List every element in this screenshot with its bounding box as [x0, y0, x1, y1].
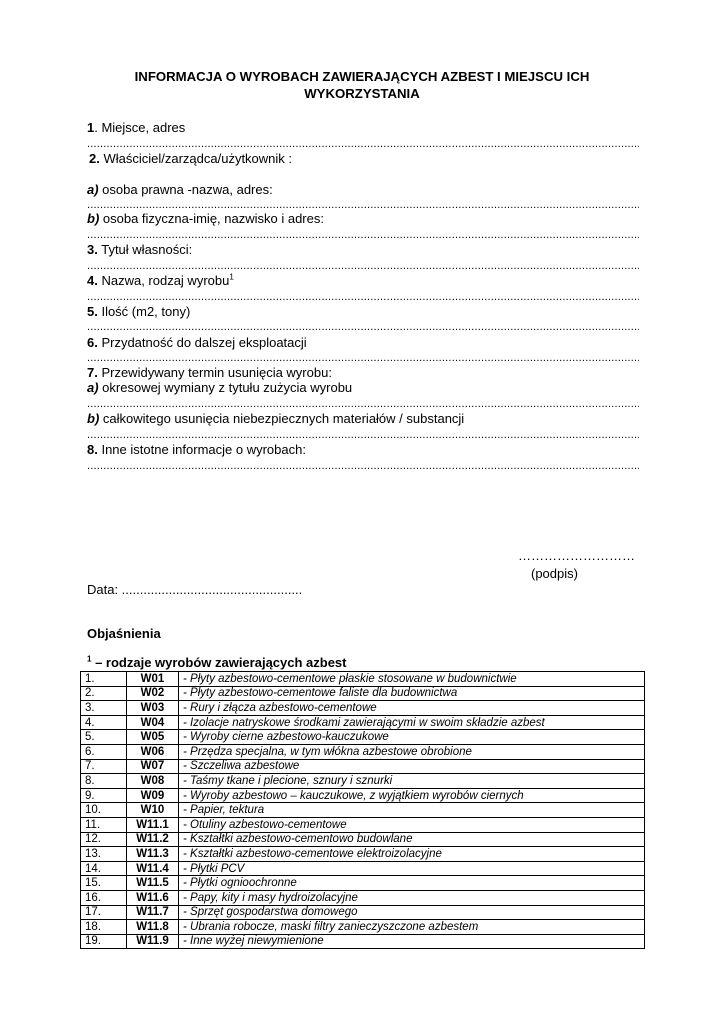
table-row	[81, 715, 645, 730]
section-7b-label	[87, 411, 639, 426]
row-number: 19.	[81, 934, 127, 949]
table-row	[81, 774, 645, 789]
table-row	[81, 861, 645, 876]
product-description: - Taśmy tkane i plecione, sznury i sznurki	[179, 774, 645, 789]
product-description: - Papy, kity i masy hydroizolacyjne	[179, 890, 645, 905]
section-6-number: 6.	[87, 335, 98, 350]
table-row	[81, 920, 645, 935]
row-number: 11.	[81, 817, 127, 832]
product-code: W11.7	[127, 905, 179, 920]
product-code: W02	[127, 686, 179, 701]
table-row	[81, 744, 645, 759]
product-code: W03	[127, 701, 179, 716]
table-row	[81, 934, 645, 949]
title-line-2: WYKORZYSTANIA	[304, 86, 420, 101]
section-8-number: 8.	[87, 442, 98, 457]
date-field[interactable]: Data: ..................................................	[87, 582, 303, 597]
table-row	[81, 759, 645, 774]
product-description: - Kształtki azbestowo-cementowe elektroizolacyjne	[179, 847, 645, 862]
section-8-label	[87, 442, 639, 457]
section-4-footnote-ref: 1	[229, 272, 234, 282]
footnote-marker: 1	[87, 654, 92, 664]
product-description: - Wyroby azbestowo – kauczukowe, z wyjątkiem wyrobów ciernych	[179, 788, 645, 803]
row-number: 18.	[81, 920, 127, 935]
explanations-heading: Objaśnienia	[87, 626, 161, 641]
table-row	[81, 832, 645, 847]
product-code: W11.9	[127, 934, 179, 949]
product-description: - Kształtki azbestowo-cementowo budowlane	[179, 832, 645, 847]
products-table-body	[81, 672, 645, 949]
table-row	[81, 847, 645, 862]
row-number: 1.	[81, 672, 127, 687]
table-row	[81, 817, 645, 832]
product-description: - Płytki PCV	[179, 861, 645, 876]
product-code: W09	[127, 788, 179, 803]
product-code: W07	[127, 759, 179, 774]
product-description: - Wyroby cierne azbestowo-kauczukowe	[179, 730, 645, 745]
table-row	[81, 788, 645, 803]
section-7b-text: całkowitego usunięcia niebezpiecznych materiałów / substancji	[99, 411, 465, 426]
product-description: - Płyty azbestowo-cementowe płaskie stosowane w budownictwie	[179, 672, 645, 687]
section-4-fill-line[interactable]	[87, 292, 639, 302]
product-description: - Otuliny azbestowo-cementowe	[179, 817, 645, 832]
section-3-fill-line[interactable]	[87, 261, 639, 271]
section-6-label	[87, 335, 639, 350]
product-description: - Inne wyżej niewymienione	[179, 934, 645, 949]
table-row	[81, 730, 645, 745]
table-row	[81, 686, 645, 701]
product-description: - Płytki ognioochronne	[179, 876, 645, 891]
product-description: - Izolacje natryskowe środkami zawierającymi w swoim składzie azbest	[179, 715, 645, 730]
section-5-label	[87, 304, 639, 319]
section-2b-fill-line[interactable]	[87, 230, 639, 240]
product-description: - Ubrania robocze, maski filtry zanieczyszczone azbestem	[179, 920, 645, 935]
product-code: W11.5	[127, 876, 179, 891]
product-code: W11.4	[127, 861, 179, 876]
section-7a-label	[87, 380, 639, 395]
section-7a-letter: a)	[87, 380, 99, 395]
product-code: W10	[127, 803, 179, 818]
product-description: - Przędza specjalna, w tym włókna azbestowe obrobione	[179, 744, 645, 759]
section-6-fill-line[interactable]	[87, 353, 639, 363]
section-7b-letter: b)	[87, 411, 100, 426]
section-2b-letter: b)	[87, 211, 100, 226]
product-code: W01	[127, 672, 179, 687]
section-5-text: Ilość (m2, tony)	[97, 304, 191, 319]
row-number: 6.	[81, 744, 127, 759]
row-number: 7.	[81, 759, 127, 774]
section-2-text: Właściciel/zarządca/użytkownik :	[99, 151, 293, 166]
section-5-fill-line[interactable]	[87, 322, 639, 332]
section-7-label	[87, 365, 639, 380]
product-kinds-heading-text: – rodzaje wyrobów zawierających azbest	[91, 655, 347, 670]
section-7b-fill-line[interactable]	[87, 430, 639, 440]
section-1-label	[87, 120, 639, 135]
row-number: 17.	[81, 905, 127, 920]
product-code: W11.1	[127, 817, 179, 832]
title-line-1: INFORMACJA O WYROBACH ZAWIERAJĄCYCH AZBEST I MIEJSCU ICH	[134, 69, 590, 84]
section-7-number: 7.	[87, 365, 98, 380]
product-description: - Papier, tektura	[179, 803, 645, 818]
product-description: - Sprzęt gospodarstwa domowego	[179, 905, 645, 920]
row-number: 2.	[81, 686, 127, 701]
section-4-label	[87, 273, 639, 288]
section-3-text: Tytuł własności:	[97, 242, 193, 257]
section-8-fill-line[interactable]	[87, 461, 639, 471]
table-row	[81, 672, 645, 687]
table-row	[81, 701, 645, 716]
section-4-number: 4.	[87, 273, 98, 288]
product-description: - Szczeliwa azbestowe	[179, 759, 645, 774]
row-number: 8.	[81, 774, 127, 789]
section-7a-fill-line[interactable]	[87, 399, 639, 409]
section-6-text: Przydatność do dalszej eksploatacji	[97, 335, 307, 350]
section-2a-letter: a)	[87, 182, 99, 197]
section-2a-label	[87, 182, 639, 197]
section-2b-label	[87, 211, 639, 226]
table-row	[81, 905, 645, 920]
row-number: 12.	[81, 832, 127, 847]
product-code: W11.3	[127, 847, 179, 862]
section-2b-text: osoba fizyczna-imię, nazwisko i adres:	[99, 211, 324, 226]
product-code: W11.6	[127, 890, 179, 905]
product-code: W04	[127, 715, 179, 730]
document-title	[86, 68, 638, 102]
product-code: W11.2	[127, 832, 179, 847]
section-7a-text: okresowej wymiany z tytułu zużycia wyrobu	[98, 380, 353, 395]
product-description: - Rury i złącza azbestowo-cementowe	[179, 701, 645, 716]
section-2-label	[89, 151, 641, 166]
section-1-fill-line[interactable]	[87, 139, 639, 149]
section-2a-text: osoba prawna -nazwa, adres:	[98, 182, 273, 197]
section-2a-fill-line[interactable]	[87, 200, 639, 210]
asbestos-products-table	[80, 671, 645, 949]
product-kinds-heading	[87, 655, 347, 670]
product-code: W08	[127, 774, 179, 789]
section-7-text: Przewidywany termin usunięcia wyrobu:	[97, 365, 332, 380]
section-3-number: 3.	[87, 242, 98, 257]
section-2-number: 2.	[89, 151, 100, 166]
product-code: W06	[127, 744, 179, 759]
signature-line[interactable]: ………………………	[518, 548, 635, 563]
row-number: 13.	[81, 847, 127, 862]
table-row	[81, 876, 645, 891]
section-8-text: Inne istotne informacje o wyrobach:	[97, 442, 306, 457]
row-number: 16.	[81, 890, 127, 905]
row-number: 3.	[81, 701, 127, 716]
section-4-text: Nazwa, rodzaj wyrobu	[97, 273, 230, 288]
section-1-number: 1	[87, 120, 95, 135]
section-3-label	[87, 242, 639, 257]
row-number: 9.	[81, 788, 127, 803]
row-number: 14.	[81, 861, 127, 876]
section-1-text: . Miejsce, adres	[94, 120, 186, 135]
table-row	[81, 803, 645, 818]
row-number: 5.	[81, 730, 127, 745]
product-description: - Płyty azbestowo-cementowe faliste dla budownictwa	[179, 686, 645, 701]
section-5-number: 5.	[87, 304, 98, 319]
row-number: 10.	[81, 803, 127, 818]
row-number: 4.	[81, 715, 127, 730]
signature-label: (podpis)	[531, 566, 578, 581]
product-code: W05	[127, 730, 179, 745]
table-row	[81, 890, 645, 905]
product-code: W11.8	[127, 920, 179, 935]
row-number: 15.	[81, 876, 127, 891]
